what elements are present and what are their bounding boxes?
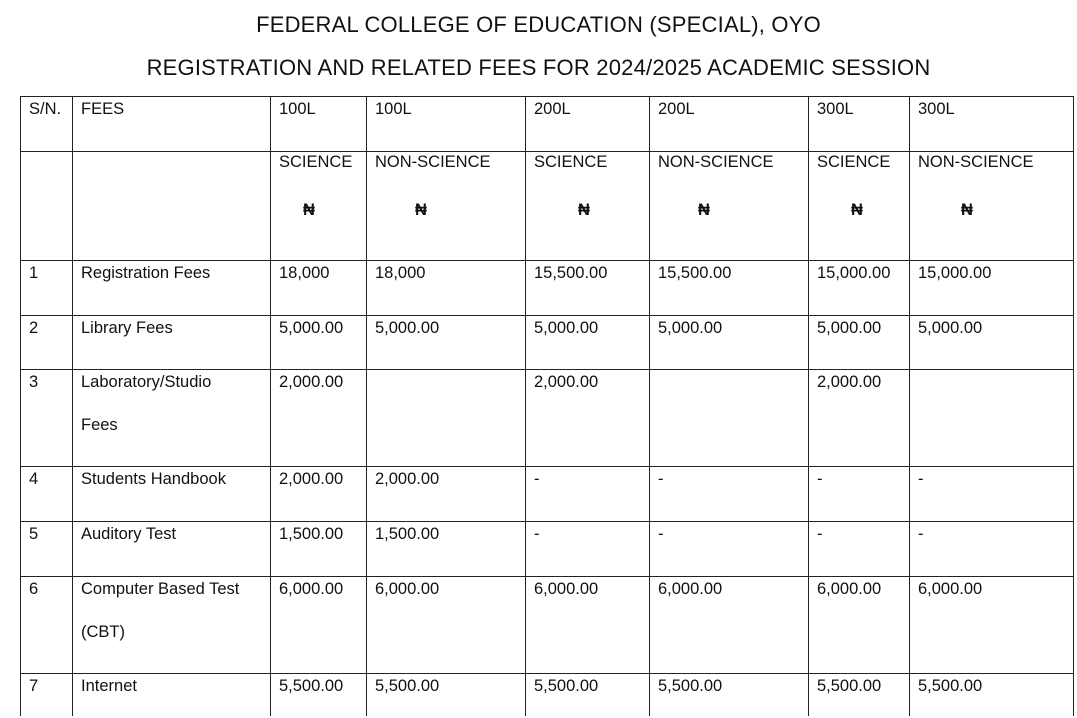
fee-value: 18,000 xyxy=(271,261,367,316)
fee-value: - xyxy=(910,522,1074,577)
fee-value: 6,000.00 xyxy=(910,577,1074,674)
row-fee-name xyxy=(73,577,271,674)
row-fee-name: Registration Fees xyxy=(73,261,271,316)
fee-value xyxy=(367,370,526,467)
fee-value: 6,000.00 xyxy=(809,577,910,674)
header-stream xyxy=(809,152,910,261)
header-stream xyxy=(271,152,367,261)
stream-label: NON-SCIENCE xyxy=(375,153,491,171)
header-level: 300L xyxy=(910,97,1074,152)
naira-symbol: ₦ xyxy=(415,200,427,219)
header-stream xyxy=(910,152,1074,261)
fee-value: 5,500.00 xyxy=(650,674,809,716)
fee-value: 15,500.00 xyxy=(650,261,809,316)
table-row xyxy=(21,577,1074,674)
fee-name-text: Laboratory/Studio Fees xyxy=(81,373,212,434)
row-sn: 3 xyxy=(21,370,73,467)
fee-name-text: Computer Based Test (CBT) xyxy=(81,580,240,641)
stream-label: SCIENCE xyxy=(279,153,353,171)
fee-value: 6,000.00 xyxy=(271,577,367,674)
fee-value: 5,000.00 xyxy=(910,316,1074,370)
fee-value: 2,000.00 xyxy=(809,370,910,467)
fee-value: 2,000.00 xyxy=(367,467,526,522)
fee-value: 18,000 xyxy=(367,261,526,316)
fee-value: - xyxy=(809,522,910,577)
fee-value xyxy=(650,370,809,467)
fees-table xyxy=(20,96,1074,716)
fee-value: 5,000.00 xyxy=(809,316,910,370)
header-level: 300L xyxy=(809,97,910,152)
document-subtitle: REGISTRATION AND RELATED FEES FOR 2024/2025 ACADEMIC SESSION xyxy=(146,55,931,80)
row-fee-name: Students Handbook xyxy=(73,467,271,522)
fee-value: 15,500.00 xyxy=(526,261,650,316)
row-fee-name: Internet xyxy=(73,674,271,716)
fee-value: 2,000.00 xyxy=(271,467,367,522)
header-stream xyxy=(526,152,650,261)
row-sn: 2 xyxy=(21,316,73,370)
header-stream xyxy=(650,152,809,261)
fee-value: 1,500.00 xyxy=(271,522,367,577)
empty-cell xyxy=(73,152,271,261)
header-sn: S/N. xyxy=(21,97,73,152)
fee-value: 5,000.00 xyxy=(526,316,650,370)
fee-value: 5,000.00 xyxy=(367,316,526,370)
table-row xyxy=(21,467,1074,522)
fee-value: - xyxy=(910,467,1074,522)
naira-symbol: ₦ xyxy=(578,200,590,219)
row-sn: 4 xyxy=(21,467,73,522)
fee-value: 5,500.00 xyxy=(526,674,650,716)
table-row xyxy=(21,674,1074,716)
fee-value: 6,000.00 xyxy=(367,577,526,674)
fee-value: 1,500.00 xyxy=(367,522,526,577)
stream-label: SCIENCE xyxy=(817,153,891,171)
fee-value: 6,000.00 xyxy=(650,577,809,674)
fee-value: 2,000.00 xyxy=(271,370,367,467)
fee-value: 5,500.00 xyxy=(809,674,910,716)
row-sn: 6 xyxy=(21,577,73,674)
stream-label: SCIENCE xyxy=(534,153,608,171)
header-level: 200L xyxy=(526,97,650,152)
header-level: 100L xyxy=(271,97,367,152)
naira-symbol: ₦ xyxy=(961,200,973,219)
fee-value xyxy=(910,370,1074,467)
fee-value: 2,000.00 xyxy=(526,370,650,467)
fee-value: 5,000.00 xyxy=(650,316,809,370)
row-fee-name: Auditory Test xyxy=(73,522,271,577)
header-fees: FEES xyxy=(73,97,271,152)
naira-symbol: ₦ xyxy=(303,200,315,219)
row-fee-name xyxy=(73,370,271,467)
fee-value: 6,000.00 xyxy=(526,577,650,674)
table-row xyxy=(21,261,1074,316)
fee-value: - xyxy=(650,467,809,522)
row-sn: 1 xyxy=(21,261,73,316)
fee-value: 15,000.00 xyxy=(910,261,1074,316)
table-row xyxy=(21,316,1074,370)
table-row xyxy=(21,370,1074,467)
row-sn: 5 xyxy=(21,522,73,577)
stream-label: NON-SCIENCE xyxy=(918,153,1034,171)
header-row-levels xyxy=(21,97,1074,152)
fee-value: 5,000.00 xyxy=(271,316,367,370)
empty-cell xyxy=(21,152,73,261)
fee-value: 5,500.00 xyxy=(271,674,367,716)
fee-value: - xyxy=(526,522,650,577)
header-level: 200L xyxy=(650,97,809,152)
naira-symbol: ₦ xyxy=(851,200,863,219)
fee-value: - xyxy=(809,467,910,522)
document-title: FEDERAL COLLEGE OF EDUCATION (SPECIAL), OYO xyxy=(256,12,821,37)
header-row-streams xyxy=(21,152,1074,261)
table-row xyxy=(21,522,1074,577)
fee-value: 15,000.00 xyxy=(809,261,910,316)
row-sn: 7 xyxy=(21,674,73,716)
fee-value: - xyxy=(526,467,650,522)
header-level: 100L xyxy=(367,97,526,152)
fee-value: 5,500.00 xyxy=(910,674,1074,716)
header-stream xyxy=(367,152,526,261)
fee-value: 5,500.00 xyxy=(367,674,526,716)
row-fee-name: Library Fees xyxy=(73,316,271,370)
stream-label: NON-SCIENCE xyxy=(658,153,774,171)
naira-symbol: ₦ xyxy=(698,200,710,219)
fee-value: - xyxy=(650,522,809,577)
